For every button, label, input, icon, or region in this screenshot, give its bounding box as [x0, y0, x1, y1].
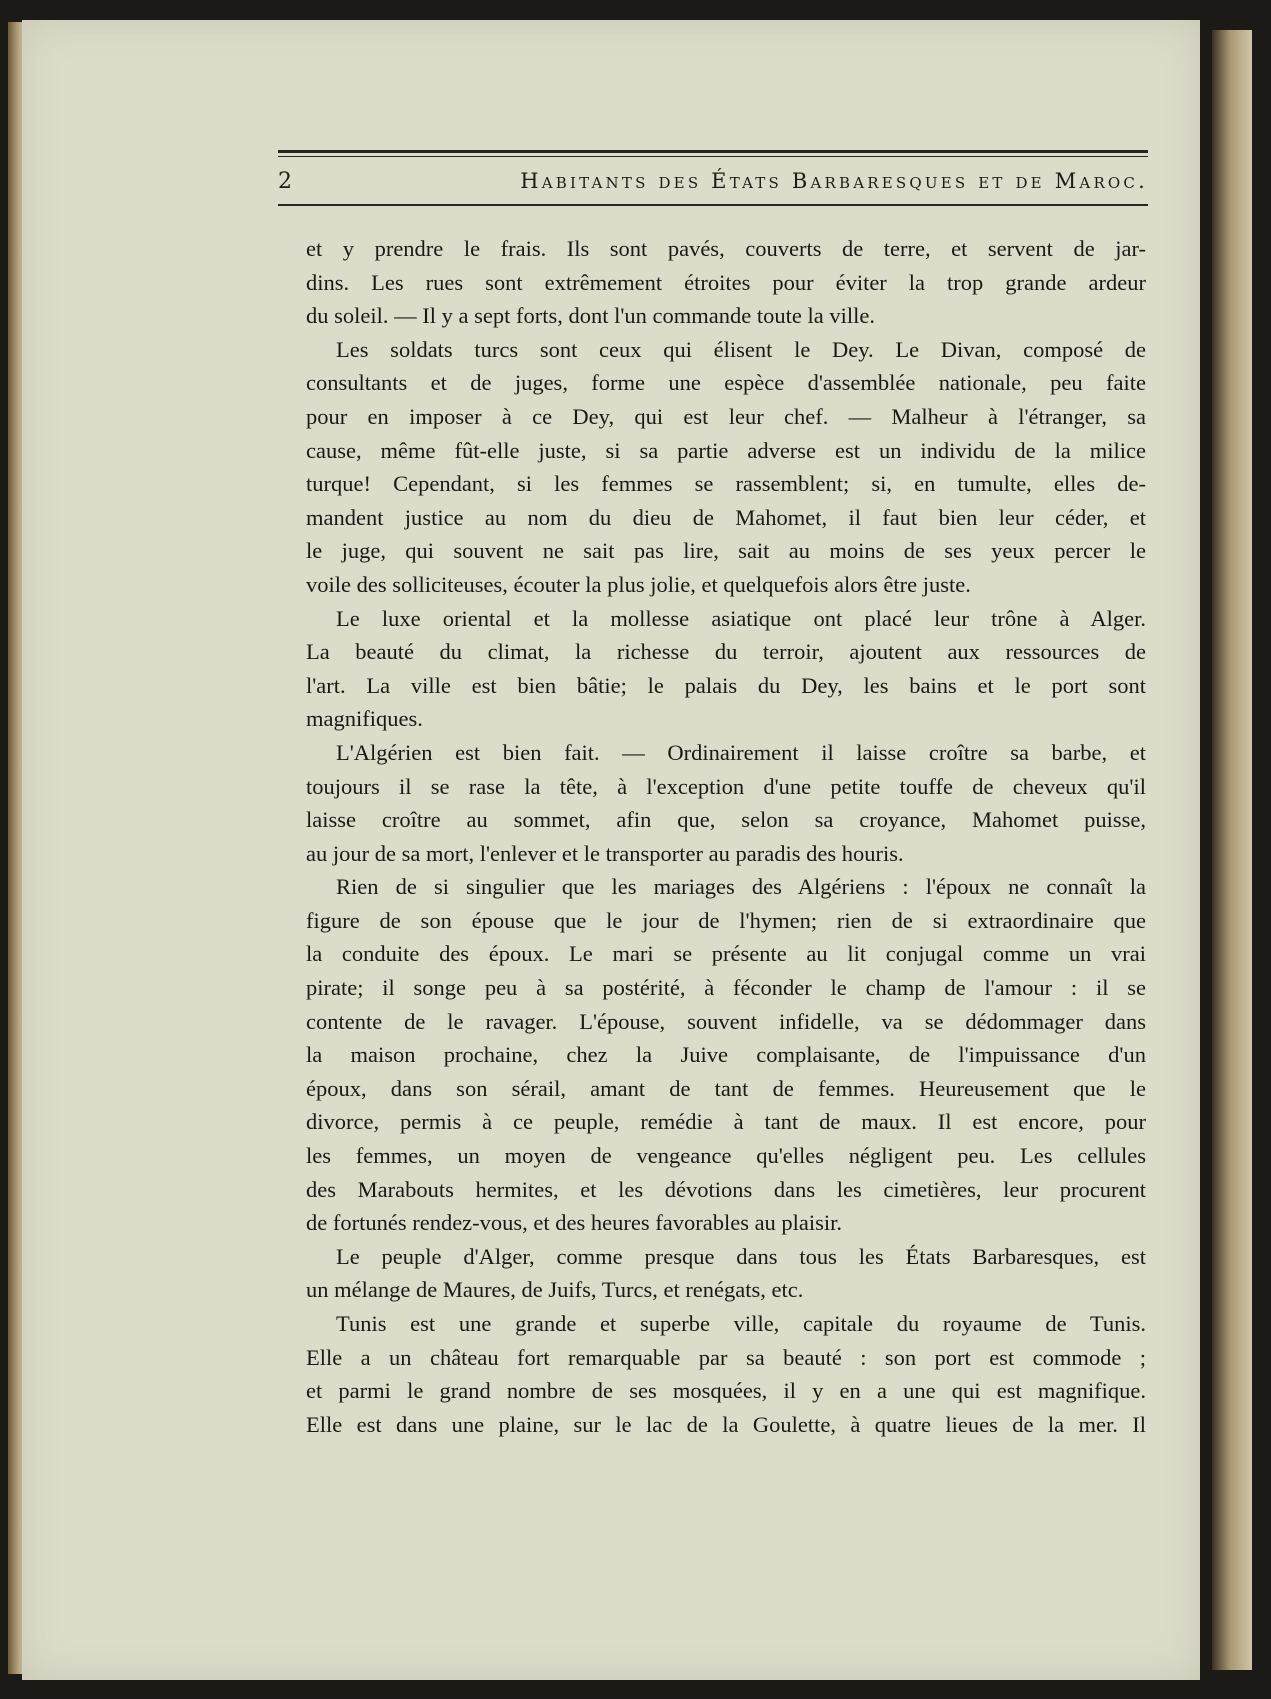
header-rule-thick: [278, 150, 1148, 153]
text-line: la maison prochaine, chez la Juive complaisante, de l'impuissance d'un: [306, 1042, 1146, 1068]
text-line: Elle a un château fort remarquable par sa beauté : son port est commode ;: [306, 1344, 1146, 1370]
text-line: Les soldats turcs sont ceux qui élisent le Dey. Le Divan, composé de: [336, 336, 1146, 362]
text-line: Rien de si singulier que les mariages des Algériens : l'époux ne connaît la: [336, 874, 1146, 900]
header-rule-bottom: [278, 204, 1148, 206]
text-line: les femmes, un moyen de vengeance qu'elles négligent peu. Les cellules: [306, 1143, 1146, 1169]
text-line: Le luxe oriental et la mollesse asiatique ont placé leur trône à Alger.: [336, 605, 1146, 631]
text-line: Elle est dans une plaine, sur le lac de la Goulette, à quatre lieues de la mer. Il: [306, 1411, 1146, 1437]
running-title: Habitants des États Barbaresques et de Maroc.: [520, 169, 1148, 193]
text-line: consultants et de juges, forme une espèce d'assemblée nationale, peu faite: [306, 370, 1146, 396]
text-line: La beauté du climat, la richesse du terroir, ajoutent aux ressources de: [306, 639, 1146, 665]
text-line: figure de son épouse que le jour de l'hymen; rien de si extraordinaire que: [306, 907, 1146, 933]
text-line: un mélange de Maures, de Juifs, Turcs, et renégats, etc.: [306, 1277, 804, 1303]
text-line: toujours il se rase la tête, à l'exception d'une petite touffe de cheveux qu'il: [306, 773, 1146, 799]
text-line: la conduite des époux. Le mari se présente au lit conjugal comme un vrai: [306, 941, 1146, 967]
text-line: au jour de sa mort, l'enlever et le transporter au paradis des houris.: [306, 840, 904, 866]
text-line: pirate; il songe peu à sa postérité, à féconder le champ de l'amour : il se: [306, 975, 1146, 1001]
header-line: [278, 169, 1148, 194]
text-line: et parmi le grand nombre de ses mosquées, il y en a une qui est magnifique.: [306, 1378, 1146, 1404]
header-rule-thin: [278, 156, 1148, 157]
text-line: laisse croître au sommet, afin que, selon sa croyance, Mahomet puisse,: [306, 807, 1146, 833]
text-line: mandent justice au nom du dieu de Mahomet, il faut bien leur céder, et: [306, 504, 1146, 530]
adjacent-page-edge: [1212, 30, 1252, 1670]
text-line: l'art. La ville est bien bâtie; le palais du Dey, les bains et le port sont: [306, 672, 1146, 698]
text-line: Le peuple d'Alger, comme presque dans tous les États Barbaresques, est: [336, 1243, 1146, 1269]
text-line: turque! Cependant, si les femmes se rassemblent; si, en tumulte, elles de-: [306, 471, 1146, 497]
text-line: et y prendre le frais. Ils sont pavés, couverts de terre, et servent de jar-: [306, 236, 1146, 261]
page-number: 2: [278, 169, 292, 194]
text-line: divorce, permis à ce peuple, remédie à tant de maux. Il est encore, pour: [306, 1109, 1146, 1135]
body-text: [306, 232, 1146, 1441]
text-line: dins. Les rues sont extrêmement étroites pour éviter la trop grande ardeur: [306, 269, 1146, 295]
text-line: Tunis est une grande et superbe ville, capitale du royaume de Tunis.: [336, 1311, 1146, 1336]
text-line: du soleil. — Il y a sept forts, dont l'un commande toute la ville.: [306, 303, 875, 329]
text-line: magnifiques.: [306, 706, 423, 732]
text-line: pour en imposer à ce Dey, qui est leur chef. — Malheur à l'étranger, sa: [306, 403, 1146, 429]
text-line: contente de le ravager. L'épouse, souvent infidelle, va se dédommager dans: [306, 1008, 1146, 1034]
text-line: L'Algérien est bien fait. — Ordinairement il laisse croître sa barbe, et: [336, 739, 1146, 765]
text-line: cause, même fût-elle juste, si sa partie adverse est un individu de la milice: [306, 437, 1146, 463]
text-line: voile des solliciteuses, écouter la plus jolie, et quelquefois alors être juste.: [306, 571, 971, 597]
text-line: le juge, qui souvent ne sait pas lire, sait au moins de ses yeux percer le: [306, 538, 1146, 564]
text-line: époux, dans son sérail, amant de tant de femmes. Heureusement que le: [306, 1075, 1146, 1101]
running-head: [278, 150, 1148, 206]
text-line: des Marabouts hermites, et les dévotions dans les cimetières, leur procurent: [306, 1176, 1146, 1202]
text-line: de fortunés rendez-vous, et des heures favorables au plaisir.: [306, 1210, 843, 1236]
